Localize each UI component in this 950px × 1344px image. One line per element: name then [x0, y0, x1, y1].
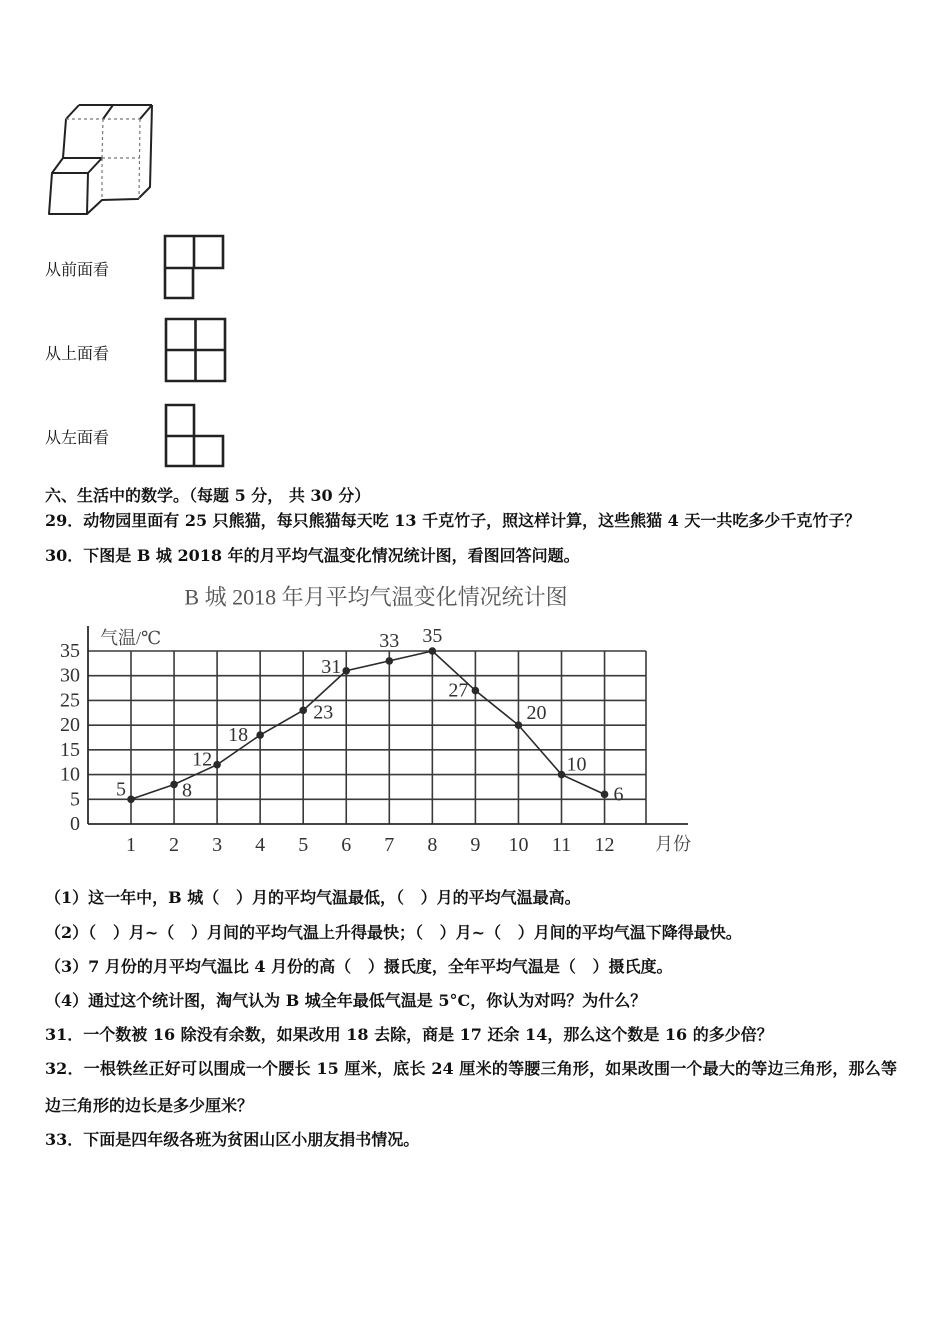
question-29: 29．动物园里面有 25 只熊猫，每只熊猫每天吃 13 千克竹子，照这样计算，这些熊猫 4 天一共吃多少千克竹子？: [45, 511, 861, 530]
y-axis-label: 气温/℃: [100, 628, 162, 648]
x-tick-label: 1: [126, 834, 136, 856]
y-tick-label: 0: [70, 813, 80, 835]
data-label: 8: [182, 779, 193, 802]
data-point: [558, 771, 566, 779]
data-point: [386, 657, 394, 665]
data-point: [472, 687, 480, 695]
y-tick-label: 25: [60, 689, 80, 712]
data-point: [170, 781, 178, 789]
data-point: [601, 791, 609, 799]
question-31: 31．一个数被 16 除没有余数，如果改用 18 去除，商是 17 还余 14，那么这个数是 16 的多少倍？: [45, 1025, 773, 1044]
data-label: 5: [116, 778, 126, 801]
data-label: 10: [566, 753, 587, 776]
temperature-line-chart: [40, 575, 710, 865]
x-tick-label: 4: [255, 834, 266, 856]
data-label: 31: [321, 655, 342, 678]
data-label: 23: [313, 701, 334, 724]
data-label: 33: [379, 629, 400, 652]
data-label: 12: [192, 748, 213, 771]
x-tick-label: 8: [427, 834, 438, 856]
question-32-line-1: 32．一根铁丝正好可以围成一个腰长 15 厘米，底长 24 厘米的等腰三角形，如果改围一个最大的等边三角形，那么等: [45, 1059, 897, 1078]
y-tick-label: 35: [60, 640, 80, 662]
left-view-label: 从左面看: [45, 428, 110, 447]
front-view-label: 从前面看: [45, 260, 110, 279]
data-point: [429, 647, 437, 655]
data-point: [342, 667, 350, 675]
x-tick-label: 12: [594, 834, 615, 856]
y-tick-label: 10: [60, 763, 80, 786]
left-view-figure: [166, 405, 223, 466]
data-label: 35: [422, 625, 443, 647]
section-title: 六、生活中的数学。（每题 5 分， 共 30 分）: [45, 486, 371, 505]
cube-3d-figure: [49, 105, 152, 214]
y-tick-label: 20: [60, 714, 80, 737]
chart-title: B 城 2018 年月平均气温变化情况统计图: [184, 584, 568, 610]
top-view-figure: [166, 319, 225, 381]
question-30-part-1: （1）这一年中，B 城（ ）月的平均气温最低，（ ）月的平均气温最高。: [45, 888, 581, 907]
question-30-part-2: （2）（ ）月~（ ）月间的平均气温上升得最快；（ ）月~（ ）月间的平均气温下降得最快。: [45, 923, 742, 942]
y-tick-label: 5: [70, 788, 80, 811]
data-point: [127, 795, 135, 803]
data-label: 18: [228, 724, 249, 747]
y-tick-label: 15: [60, 738, 80, 761]
data-point: [256, 731, 264, 739]
cube-figure-and-views: [40, 95, 240, 475]
data-point: [213, 761, 221, 769]
data-label: 20: [526, 702, 547, 725]
x-tick-label: 2: [169, 834, 180, 856]
question-30: 30．下图是 B 城 2018 年的月平均气温变化情况统计图，看图回答问题。: [45, 546, 580, 565]
x-axis-label: 月份: [655, 834, 691, 854]
front-view-figure: [165, 236, 223, 298]
x-tick-label: 5: [298, 834, 309, 856]
data-label: 27: [448, 679, 469, 702]
data-point: [515, 721, 523, 729]
x-tick-label: 6: [341, 834, 352, 856]
x-tick-label: 10: [508, 834, 529, 856]
top-view-label: 从上面看: [45, 344, 110, 363]
x-tick-label: 11: [551, 834, 572, 856]
x-tick-label: 3: [212, 834, 223, 856]
data-point: [299, 707, 307, 715]
question-30-part-4: （4）通过这个统计图，淘气认为 B 城全年最低气温是 5°C，你认为对吗？为什么？: [45, 991, 647, 1010]
y-tick-label: 30: [60, 664, 80, 687]
x-tick-label: 9: [470, 834, 481, 856]
data-label: 6: [613, 783, 624, 806]
x-tick-label: 7: [384, 834, 395, 856]
question-30-part-3: （3）7 月份的月平均气温比 4 月份的高（ ）摄氏度，全年平均气温是（ ）摄氏度。: [45, 957, 673, 976]
question-32-line-2: 边三角形的边长是多少厘米？: [45, 1096, 254, 1115]
question-33: 33．下面是四年级各班为贫困山区小朋友捐书情况。: [45, 1130, 420, 1149]
